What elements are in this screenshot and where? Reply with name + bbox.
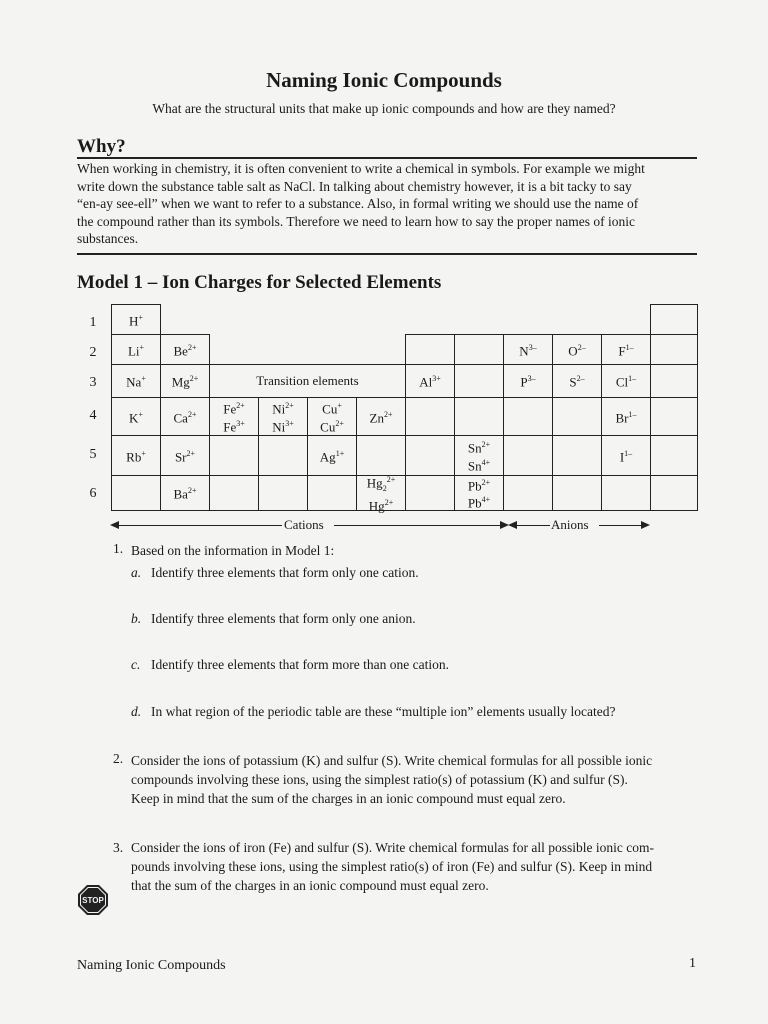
ion-list xyxy=(569,372,584,389)
cell-empty xyxy=(356,435,406,476)
cell-oxygen xyxy=(552,334,602,365)
ion-element: Fe xyxy=(223,401,237,417)
ion-element: Ba xyxy=(173,486,188,502)
question-number: 1. xyxy=(113,541,124,556)
cell-iodine xyxy=(601,435,651,476)
ion-symbol xyxy=(419,372,441,389)
ion-charge: 2+ xyxy=(285,401,294,411)
cell-empty xyxy=(454,334,504,365)
cell-nitrogen xyxy=(503,334,553,365)
cell-barium xyxy=(160,475,210,511)
cell-beryllium xyxy=(160,334,210,365)
page-title: Naming Ionic Compounds xyxy=(266,68,502,92)
ion-symbol xyxy=(568,341,585,358)
ion-symbol xyxy=(174,341,197,358)
question-3-text xyxy=(131,838,654,895)
transition-elements-label-cell xyxy=(209,364,406,398)
arrow-right-icon xyxy=(641,521,650,529)
ion-element: Ni xyxy=(272,418,286,434)
ion-element: Cu xyxy=(320,418,336,434)
cell-empty xyxy=(405,475,455,511)
ion-symbol xyxy=(223,399,245,416)
question-2-line: compounds involving these ions, using the simplest ratio(s) of potassium (K) and sulfur (S). xyxy=(131,772,628,787)
ion-symbol xyxy=(618,341,633,358)
ion-symbol xyxy=(616,372,636,389)
ion-charge: + xyxy=(138,409,143,419)
why-line: When working in chemistry, it is often convenient to write a chemical in symbols. For example we might xyxy=(77,161,645,176)
cell-calcium xyxy=(160,397,210,436)
cell-tin xyxy=(454,435,504,476)
cell-bromine xyxy=(601,397,651,436)
ion-element: Ag xyxy=(319,449,336,465)
ion-symbol xyxy=(320,399,344,416)
ion-list xyxy=(367,473,395,513)
ion-list xyxy=(520,372,535,389)
cell-empty xyxy=(650,334,698,365)
ion-element: Sn xyxy=(467,440,482,456)
cell-aluminum xyxy=(405,364,455,398)
ion-element: N xyxy=(519,343,529,359)
question-1-text: Based on the information in Model 1: xyxy=(131,543,335,558)
ion-charge: 3– xyxy=(527,374,536,384)
ion-element: O xyxy=(568,343,578,359)
ion-list xyxy=(174,484,197,501)
ion-symbol xyxy=(320,447,344,464)
row-number: 2 xyxy=(89,345,97,360)
ion-symbol xyxy=(272,399,294,416)
ion-element: Ni xyxy=(272,401,286,417)
cell-phosphorus xyxy=(503,364,553,398)
cell-empty xyxy=(405,397,455,436)
ion-charge: 3+ xyxy=(432,374,441,384)
ion-element: Sr xyxy=(174,449,187,465)
question-2-line: Consider the ions of potassium (K) and sulfur (S). Write chemical formulas for all possible ionic xyxy=(131,753,653,768)
cell-zinc xyxy=(356,397,406,436)
anions-arrow-line xyxy=(599,525,641,526)
ion-charge: 2+ xyxy=(187,486,197,496)
ion-charge: 2+ xyxy=(187,342,197,352)
ion-symbol xyxy=(370,408,393,425)
ion-list xyxy=(568,341,585,358)
ion-charge: 3+ xyxy=(285,418,294,428)
cell-lithium xyxy=(111,334,161,365)
ion-symbol xyxy=(175,447,195,464)
why-line: write down the substance table salt as NaCl. In talking about chemistry however, it is a bit tacky to say xyxy=(77,178,632,194)
ion-element: Li xyxy=(127,343,140,359)
ion-charge: 3– xyxy=(528,342,537,352)
ion-symbol xyxy=(367,496,395,513)
cell-potassium xyxy=(111,397,161,436)
ion-charge: 2+ xyxy=(187,409,197,419)
ion-list xyxy=(419,372,441,389)
ion-symbol xyxy=(468,438,490,455)
ion-charge: 2+ xyxy=(335,418,344,428)
cell-empty xyxy=(503,435,553,476)
cell-empty xyxy=(111,475,161,511)
ion-list xyxy=(468,438,490,473)
ion-symbol xyxy=(128,341,144,358)
cell-magnesium xyxy=(160,364,210,398)
ion-charge: 2– xyxy=(576,374,585,384)
cell-nickel xyxy=(258,397,308,436)
ion-element: Hg xyxy=(366,475,383,491)
question-1d-text: In what region of the periodic table are these “multiple ion” elements usually located? xyxy=(151,704,616,719)
subquestion-letter: b. xyxy=(131,611,142,626)
row-number: 6 xyxy=(89,486,97,501)
ion-element: Br xyxy=(615,410,629,426)
ion-list xyxy=(129,408,143,425)
ion-element: Be xyxy=(173,343,188,359)
ion-charge: 1+ xyxy=(335,448,345,458)
ion-element: K xyxy=(129,410,139,426)
ion-symbol xyxy=(620,447,632,464)
cell-empty xyxy=(650,435,698,476)
cell-empty xyxy=(650,304,698,335)
stop-sign-icon xyxy=(77,884,109,916)
ion-element: H xyxy=(129,313,139,329)
cell-chlorine xyxy=(601,364,651,398)
ion-symbol xyxy=(174,484,197,501)
ion-list xyxy=(129,311,143,328)
ion-charge: 2+ xyxy=(186,448,196,458)
question-1c-text: Identify three elements that form more than one cation. xyxy=(151,657,450,672)
question-3-line: pounds involving these ions, using the simplest ratio(s) of iron (Fe) and sulfur (S). Keep in mind xyxy=(131,859,653,874)
ion-symbol xyxy=(129,408,143,425)
ion-symbol xyxy=(520,372,535,389)
ion-list xyxy=(126,447,146,464)
ion-symbol xyxy=(468,476,490,493)
ion-list xyxy=(370,408,393,425)
ion-element: Hg xyxy=(368,498,385,514)
cations-arrow-line xyxy=(334,525,500,526)
ion-symbol xyxy=(272,417,294,434)
cell-empty xyxy=(307,475,357,511)
ion-charge: 3+ xyxy=(236,418,245,428)
ion-list xyxy=(616,372,636,389)
row-number: 5 xyxy=(89,447,97,462)
ion-charge: + xyxy=(337,401,342,411)
cell-lead xyxy=(454,475,504,511)
question-1a-text: Identify three elements that form only one cation. xyxy=(151,565,419,580)
ion-list xyxy=(174,341,197,358)
question-2-line: Keep in mind that the sum of the charges in an ionic compound must equal zero. xyxy=(131,791,566,806)
ion-list xyxy=(223,399,245,434)
why-line: the compound rather than its symbols. Therefore we need to learn how to say the proper names of ionic xyxy=(77,213,635,229)
ion-charge: + xyxy=(138,312,143,322)
subquestion-letter: d. xyxy=(131,704,142,719)
cell-empty xyxy=(601,475,651,511)
ion-charge: 1– xyxy=(628,374,637,384)
cell-iron xyxy=(209,397,259,436)
ion-symbol xyxy=(126,447,146,464)
ion-element: P xyxy=(520,374,528,390)
ion-element: Al xyxy=(419,374,433,390)
why-heading: Why? xyxy=(77,136,126,157)
ion-list xyxy=(174,408,197,425)
cell-empty xyxy=(503,397,553,436)
cell-empty xyxy=(209,435,259,476)
ion-charge: 2+ xyxy=(481,477,491,487)
cell-silver xyxy=(307,435,357,476)
cations-arrow-line xyxy=(118,525,282,526)
ion-element: Rb xyxy=(126,449,142,465)
cations-label: Cations xyxy=(284,517,324,532)
ion-charge: 2+ xyxy=(383,409,393,419)
ion-element: Na xyxy=(126,374,142,390)
cell-copper xyxy=(307,397,357,436)
ion-element: Pb xyxy=(467,495,482,511)
ion-symbol xyxy=(129,311,143,328)
question-1b-text: Identify three elements that form only one anion. xyxy=(151,611,416,626)
ion-list xyxy=(320,447,344,464)
ion-list xyxy=(468,476,490,511)
cell-empty xyxy=(405,334,455,365)
row-number: 3 xyxy=(89,375,97,390)
question-number: 3. xyxy=(113,840,124,855)
ion-symbol xyxy=(174,408,197,425)
ion-subscript: 2 xyxy=(382,483,387,493)
ion-element: Fe xyxy=(223,418,237,434)
cell-empty xyxy=(650,397,698,436)
ion-symbol xyxy=(172,372,199,389)
row-number: 4 xyxy=(89,408,97,423)
cell-empty xyxy=(454,397,504,436)
cell-sulfur xyxy=(552,364,602,398)
why-top-rule xyxy=(77,157,697,159)
ion-element: Zn xyxy=(369,410,384,426)
ion-element: S xyxy=(569,374,577,390)
ion-charge: 2+ xyxy=(236,401,245,411)
ion-element: Pb xyxy=(467,478,482,493)
ion-charge: 4+ xyxy=(481,495,491,504)
footer-title: Naming Ionic Compounds xyxy=(77,958,226,973)
transition-elements-label: Transition elements xyxy=(256,373,359,388)
cell-empty xyxy=(552,475,602,511)
ion-symbol xyxy=(569,372,584,389)
row-number: 1 xyxy=(89,315,97,330)
cell-empty xyxy=(258,475,308,511)
ion-symbol xyxy=(223,417,245,434)
cell-empty xyxy=(209,475,259,511)
cell-strontium xyxy=(160,435,210,476)
ion-charge: 2+ xyxy=(384,497,394,507)
cell-empty xyxy=(650,475,698,511)
cell-empty xyxy=(454,364,504,398)
ion-charge: 2– xyxy=(577,342,586,352)
ion-list xyxy=(128,341,144,358)
ion-list xyxy=(320,399,344,434)
ion-symbol xyxy=(468,493,490,510)
cell-empty xyxy=(503,475,553,511)
ion-element: Ca xyxy=(173,410,188,426)
ion-charge: + xyxy=(139,342,145,352)
page-number: 1 xyxy=(689,956,696,971)
question-number: 2. xyxy=(113,751,124,766)
cell-empty xyxy=(258,435,308,476)
page-subtitle: What are the structural units that make up ionic compounds and how are they named? xyxy=(152,101,616,116)
ion-charge: 1– xyxy=(624,448,633,458)
ion-element: F xyxy=(618,343,626,359)
ion-charge: 4+ xyxy=(481,457,491,467)
ion-element: Cl xyxy=(615,374,629,390)
stop-label: STOP xyxy=(82,896,104,905)
cell-rubidium xyxy=(111,435,161,476)
ion-list xyxy=(519,341,536,358)
ion-list xyxy=(616,408,637,425)
ion-list xyxy=(172,372,199,389)
subquestion-letter: c. xyxy=(131,657,141,672)
ion-list xyxy=(126,372,146,389)
ion-list xyxy=(620,447,632,464)
cell-mercury xyxy=(356,474,406,514)
subquestion-letter: a. xyxy=(131,565,142,580)
anions-arrow-line xyxy=(516,525,550,526)
ion-symbol xyxy=(468,456,490,473)
cell-hydrogen xyxy=(111,304,161,335)
ion-element: I xyxy=(619,449,625,465)
ion-element: Sn xyxy=(467,457,482,473)
ion-symbol xyxy=(126,372,146,389)
ion-charge: 1– xyxy=(628,409,637,419)
cell-empty xyxy=(650,364,698,398)
ion-charge: + xyxy=(141,448,146,458)
anions-label: Anions xyxy=(551,517,589,532)
cell-empty xyxy=(552,397,602,436)
cell-fluorine xyxy=(601,334,651,365)
why-paragraph xyxy=(77,160,697,248)
why-bottom-rule xyxy=(77,253,697,255)
ion-symbol xyxy=(616,408,637,425)
ion-charge: 2+ xyxy=(189,374,199,384)
ion-charge: 2+ xyxy=(386,474,396,484)
ion-list xyxy=(175,447,195,464)
ion-symbol xyxy=(367,473,395,496)
ion-charge: 2+ xyxy=(481,440,491,450)
cell-sodium xyxy=(111,364,161,398)
ion-charge: 1– xyxy=(625,342,634,352)
ion-charge: + xyxy=(141,374,146,384)
cell-empty xyxy=(405,435,455,476)
ion-symbol xyxy=(519,341,536,358)
question-3-line: Consider the ions of iron (Fe) and sulfur (S). Write chemical formulas for all possible ionic com- xyxy=(131,840,654,855)
ion-symbol xyxy=(320,417,344,434)
ion-element: Mg xyxy=(171,374,190,390)
why-line: substances. xyxy=(77,231,139,246)
ion-list xyxy=(272,399,294,434)
cell-empty xyxy=(552,435,602,476)
ion-element: Cu xyxy=(322,401,338,417)
model-heading: Model 1 – Ion Charges for Selected Elements xyxy=(77,272,442,293)
question-2-text xyxy=(131,751,652,808)
ion-list xyxy=(618,341,633,358)
question-3-line: that the sum of the charges in an ionic compound must equal zero. xyxy=(131,878,489,893)
why-line: “en-ay see-ell” when we want to refer to a substance. Also, in formal writing we should use the name of xyxy=(77,196,639,211)
